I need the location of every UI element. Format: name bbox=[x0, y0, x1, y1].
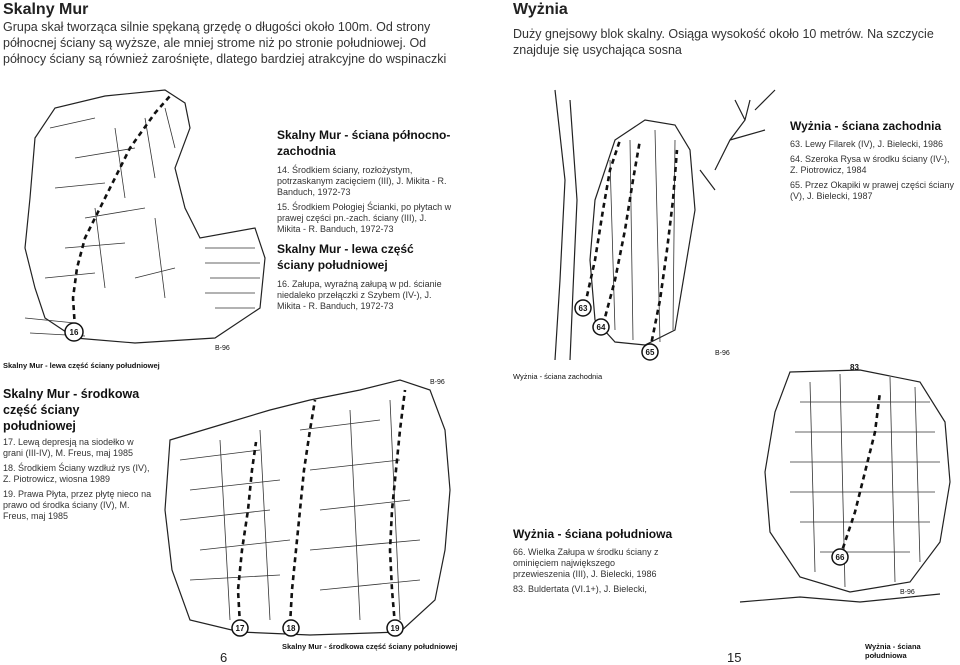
route-18: 18. Środkiem Ściany wzdłuż rys (IV), Z. Piotrowicz, wiosna 1989 bbox=[3, 463, 150, 484]
sketch-wyznia-south bbox=[740, 362, 960, 622]
sketch-wyznia-west bbox=[515, 80, 780, 365]
route-83: 83. Buldertata (VI.1+), J. Bielecki, bbox=[513, 584, 647, 594]
section-middle bbox=[3, 386, 153, 526]
sketch-signature: B-96 bbox=[715, 350, 730, 357]
section-left-title: Skalny Mur - lewa część ściany południowej bbox=[277, 242, 414, 272]
caption-right-bottom: Wyżnia - ściana południowa bbox=[865, 642, 921, 660]
page-number-left: 6 bbox=[220, 650, 228, 665]
right-page-title bbox=[513, 1, 568, 19]
sketch-signature: B-96 bbox=[430, 379, 445, 386]
sketch-skalny-mur-left-south bbox=[15, 88, 275, 350]
route-marker-66-label: 66 bbox=[835, 553, 845, 562]
left-title-text: Skalny Mur bbox=[3, 1, 89, 18]
section-nn bbox=[277, 127, 452, 316]
route-17: 17. Lewą depresją na siodełko w grani (III-IV), M. Freus, maj 1985 bbox=[3, 437, 134, 458]
section-south-title: Wyżnia - ściana południowa bbox=[513, 527, 673, 541]
route-marker-19-label: 19 bbox=[390, 624, 400, 633]
route-marker-63-label: 63 bbox=[578, 304, 588, 313]
section-middle-title: Skalny Mur - środkowa część ściany południowej bbox=[3, 387, 140, 433]
caption-left-top: Skalny Mur - lewa część ściany południowej bbox=[3, 361, 160, 370]
route-marker-83-label: 83 bbox=[850, 363, 859, 372]
route-marker-64-label: 64 bbox=[596, 323, 606, 332]
route-marker-17-label: 17 bbox=[235, 624, 245, 633]
route-16: 16. Załupa, wyraźną załupą w pd. ścianie niedaleko przełączki z Szybem (IV-), J. Mikita - R. Banduch, 1972-73 bbox=[277, 279, 442, 311]
left-page-intro: Grupa skał tworząca silnie spękaną grzędę o długości około 100m. Od strony północnej ściany są wyższe, ale mniej strome niż po stronie południowej. Od północy ściany są również zarośnięte, dlatego bardziej atrakcyjne do wspinaczki bbox=[3, 20, 447, 66]
right-page-intro: Duży gnejsowy blok skalny. Osiąga wysokość około 10 metrów. Na szczycie znajduje się usychająca sosna bbox=[513, 27, 934, 57]
section-west bbox=[790, 118, 955, 206]
caption-right-top: Wyżnia - ściana zachodnia bbox=[513, 372, 603, 381]
caption-left-bottom: Skalny Mur - środkowa część ściany południowej bbox=[282, 642, 458, 651]
section-south bbox=[513, 526, 673, 599]
route-64: 64. Szeroka Rysa w środku ściany (IV-), Z. Piotrowicz, 1984 bbox=[790, 154, 950, 175]
route-15: 15. Środkiem Połogiej Ścianki, po płytach w prawej części pn.-zach. ściany (III), J. Mikita - R. Banduch, 1972-73 bbox=[277, 202, 452, 234]
section-west-title: Wyżnia - ściana zachodnia bbox=[790, 119, 942, 133]
sketch-signature: B-96 bbox=[900, 589, 915, 596]
sketch-skalny-mur-middle-south bbox=[160, 370, 458, 640]
route-66: 66. Wielka Załupa w środku ściany z ominięciem największego przewieszenia (III), J. Bielecki, 1986 bbox=[513, 547, 659, 579]
route-marker-16-label: 16 bbox=[69, 328, 79, 337]
page-number-right: 15 bbox=[727, 650, 742, 665]
route-19: 19. Prawa Płyta, przez płytę nieco na prawo od środka ściany (IV), M. Freus, maj 1985 bbox=[3, 489, 152, 521]
section-nn-title: Skalny Mur - ściana północno-zachodnia bbox=[277, 128, 451, 158]
route-63: 63. Lewy Filarek (IV), J. Bielecki, 1986 bbox=[790, 139, 944, 149]
route-14: 14. Środkiem ściany, rozłożystym, potrzaskanym zacięciem (III), J. Mikita - R. Banduch, 1972-73 bbox=[277, 165, 447, 197]
right-title-text: Wyżnia bbox=[513, 1, 568, 18]
route-65: 65. Przez Okapiki w prawej części ściany (V), J. Bielecki, 1987 bbox=[790, 180, 955, 201]
route-marker-65-label: 65 bbox=[645, 348, 655, 357]
route-marker-18-label: 18 bbox=[286, 624, 296, 633]
left-page-title bbox=[3, 1, 88, 19]
sketch-signature: B-96 bbox=[215, 345, 230, 352]
